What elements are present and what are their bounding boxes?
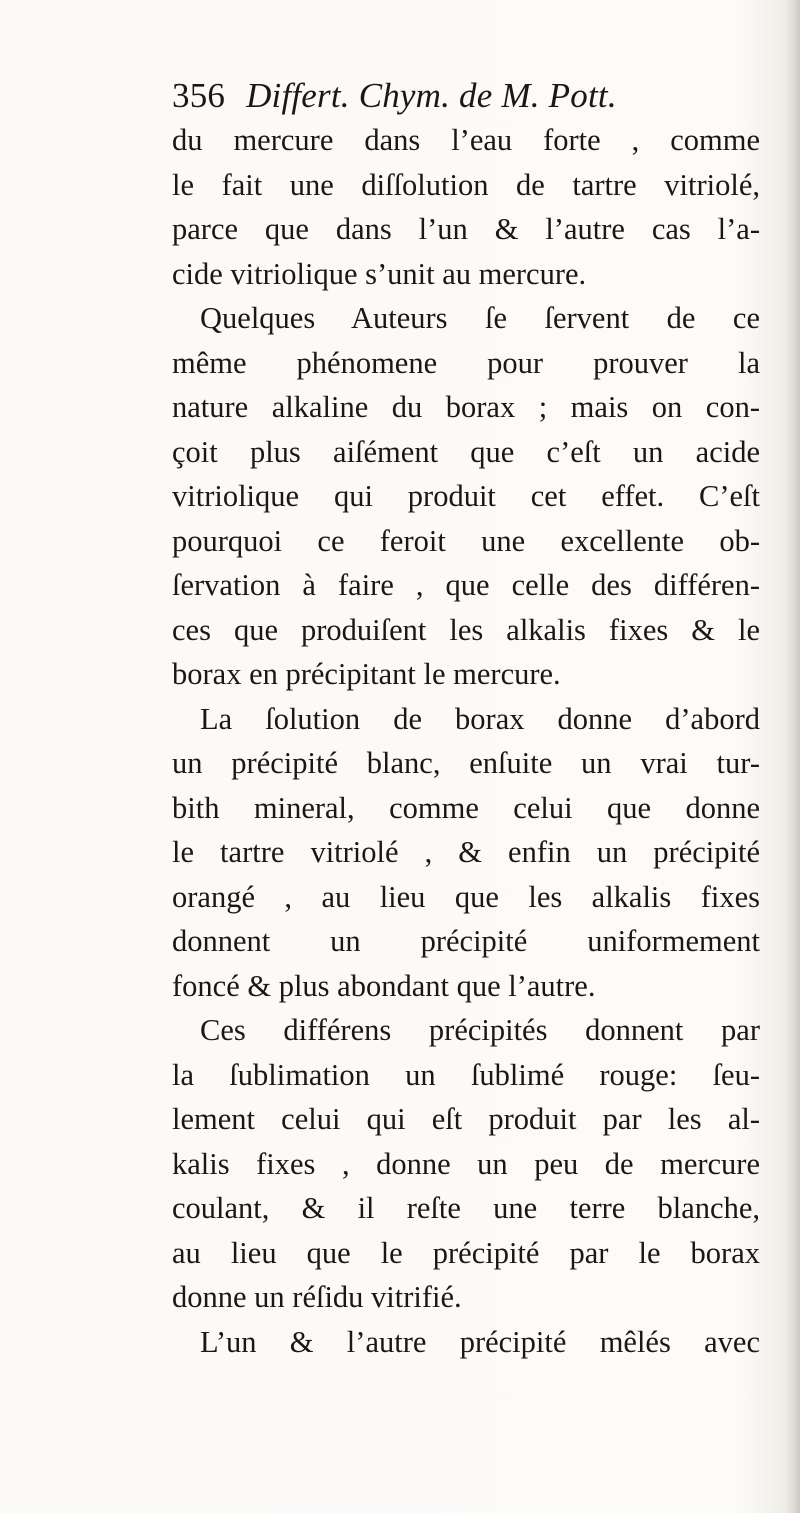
text-line: Ces différens précipités donnent par xyxy=(200,1013,760,1047)
page-number: 356 xyxy=(172,76,226,115)
text-line: cide vitriolique s’unit au mercure. xyxy=(172,256,587,291)
text-line: donnent un précipité uniformement xyxy=(172,924,760,958)
text-line: bith mineral, comme celui que donne xyxy=(172,790,760,825)
text-line: pourquoi ce feroit une excellente ob- xyxy=(172,523,760,558)
text-line: ſervation à faire , que celle des différen- xyxy=(172,568,760,602)
text-line: kalis fixes , donne un peu de mercure xyxy=(172,1146,760,1181)
page-edge-shadow xyxy=(786,0,800,1513)
text-line: coulant, & il reſte une terre blanche, xyxy=(172,1191,760,1225)
text-line: le tartre vitriolé , & enfin un précipité xyxy=(172,835,760,869)
text-line: du mercure dans l’eau forte , comme xyxy=(172,123,760,157)
page-header xyxy=(172,74,617,118)
text-line: ces que produiſent les alkalis fixes & le xyxy=(172,612,760,647)
running-title: Differt. Chym. de M. Pott. xyxy=(246,76,617,115)
body-text xyxy=(172,118,760,1364)
text-line: parce que dans l’un & l’autre cas l’a- xyxy=(172,212,760,246)
text-line: La ſolution de borax donne d’abord xyxy=(200,701,760,736)
text-line: le fait une diſſolution de tartre vitriolé, xyxy=(172,167,760,202)
text-line: nature alkaline du borax ; mais on con- xyxy=(172,390,760,424)
text-line: la ſublimation un ſublimé rouge: ſeu- xyxy=(172,1057,760,1092)
text-line: vitriolique qui produit cet effet. C’eſt xyxy=(172,479,760,513)
text-line: un précipité blanc, enſuite un vrai tur- xyxy=(172,746,760,780)
text-line: L’un & l’autre précipité mêlés avec xyxy=(200,1324,760,1359)
text-line: çoit plus aiſément que c’eſt un acide xyxy=(172,434,760,469)
text-line: foncé & plus abondant que l’autre. xyxy=(172,968,596,1003)
text-line: donne un réſidu vitrifié. xyxy=(172,1280,462,1314)
text-line: Quelques Auteurs ſe ſervent de ce xyxy=(200,301,760,335)
text-line: au lieu que le précipité par le borax xyxy=(172,1235,760,1270)
text-line: même phénomene pour prouver la xyxy=(172,345,760,380)
text-line: borax en précipitant le mercure. xyxy=(172,657,561,691)
text-line: lement celui qui eſt produit par les al- xyxy=(172,1102,760,1136)
text-line: orangé , au lieu que les alkalis fixes xyxy=(172,879,760,914)
